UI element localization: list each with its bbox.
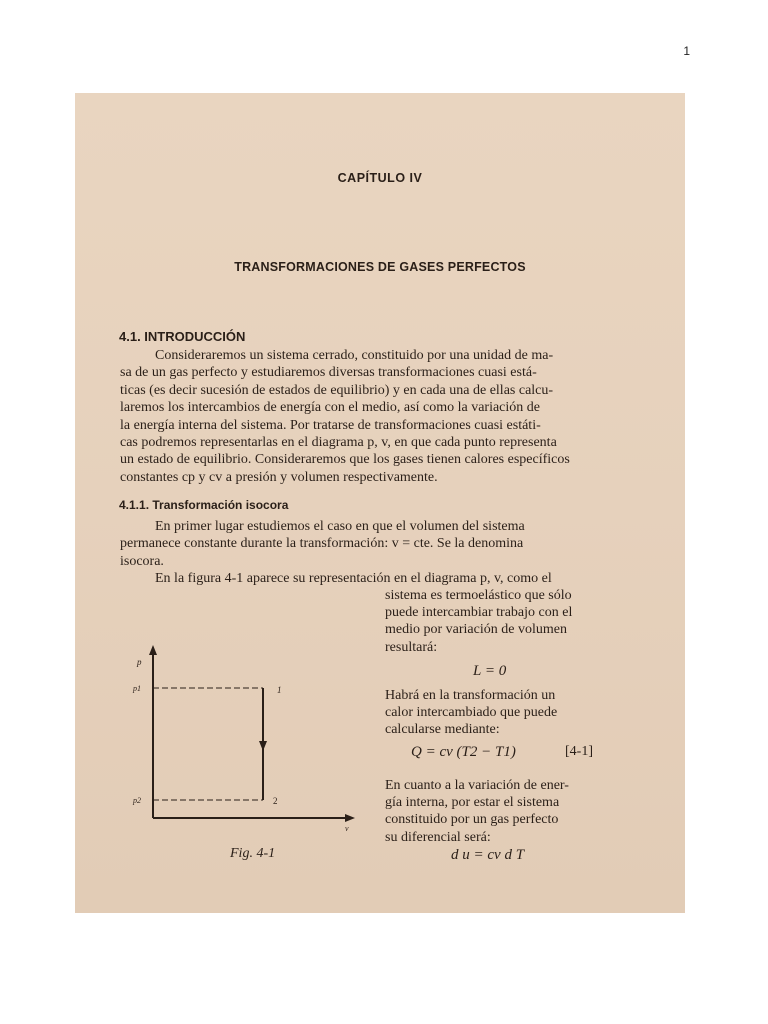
v-axis-label: v xyxy=(345,824,349,833)
p1-label: p1 xyxy=(133,684,141,693)
text-line: sa de un gas perfecto y estudiaremos diversas transformaciones cuasi está- xyxy=(120,365,537,381)
intro-paragraph xyxy=(120,347,620,486)
text-line: laremos los intercambios de energía con el medio, así como la variación de xyxy=(120,400,540,416)
text-line: resultará: xyxy=(385,639,438,655)
text-line: gía interna, por estar el sistema xyxy=(385,795,560,811)
side-text-heat xyxy=(385,687,600,739)
section-heading: 4.1. INTRODUCCIÓN xyxy=(119,329,246,344)
p-axis-arrow xyxy=(149,645,157,655)
text-line: calcularse mediante: xyxy=(385,722,500,738)
point-2-label: 2 xyxy=(273,796,278,806)
text-line: sistema es termoelástico que sólo xyxy=(385,588,572,603)
text-line: la energía interna del sistema. Por tratarse de transformaciones cuasi estáti- xyxy=(120,417,541,433)
formula-heat: Q = cv (T2 − T1) xyxy=(411,744,516,760)
equation-number: [4-1] xyxy=(565,744,593,759)
v-axis-arrow xyxy=(345,814,355,822)
text-line: constantes cp y cv a presión y volumen respectivamente. xyxy=(120,469,438,485)
text-line: Habrá en la transformación un xyxy=(385,688,556,703)
text-line: Consideraremos un sistema cerrado, constituido por una unidad de ma- xyxy=(155,348,554,363)
page-number: 1 xyxy=(683,44,690,58)
pv-diagram xyxy=(125,643,365,833)
text-line: En la figura 4-1 aparece su representación en el diagrama p, v, como el xyxy=(155,571,552,587)
text-line: un estado de equilibrio. Consideraremos que los gases tienen calores específicos xyxy=(120,452,570,468)
formula-work: L = 0 xyxy=(473,663,507,679)
scanned-page xyxy=(75,93,685,913)
p2-label: p2 xyxy=(133,796,141,805)
figure-caption: Fig. 4-1 xyxy=(230,846,276,861)
formula-energy: d u = cv d T xyxy=(451,847,525,863)
text-line: En cuanto a la variación de ener- xyxy=(385,778,569,793)
text-line: ticas (es decir sucesión de estados de equilibrio) y en cada una de ellas calcu- xyxy=(120,382,554,398)
text-line: En primer lugar estudiemos el caso en que el volumen del sistema xyxy=(155,519,525,534)
text-line: permanece constante durante la transformación: v = cte. Se la denomina xyxy=(120,536,524,552)
isocora-paragraph xyxy=(120,518,620,588)
subsection-heading: 4.1.1. Transformación isocora xyxy=(119,498,289,512)
side-text-work xyxy=(385,587,600,656)
text-line: calor intercambiado que puede xyxy=(385,705,558,721)
text-line: puede intercambiar trabajo con el xyxy=(385,605,573,621)
side-text-energy xyxy=(385,777,600,846)
text-line: medio por variación de volumen xyxy=(385,622,567,638)
chapter-heading: CAPÍTULO IV xyxy=(337,171,423,185)
text-line: cas podremos representarlas en el diagrama p, v, en que cada punto representa xyxy=(120,435,557,451)
direction-arrow xyxy=(259,741,267,751)
chapter-title: TRANSFORMACIONES DE GASES PERFECTOS xyxy=(234,260,526,274)
text-line: constituido por un gas perfecto xyxy=(385,812,559,828)
point-1-label: 1 xyxy=(277,685,282,695)
p-axis-label: p xyxy=(137,657,142,667)
text-line: isocora. xyxy=(120,553,164,569)
text-line: su diferencial será: xyxy=(385,829,491,845)
